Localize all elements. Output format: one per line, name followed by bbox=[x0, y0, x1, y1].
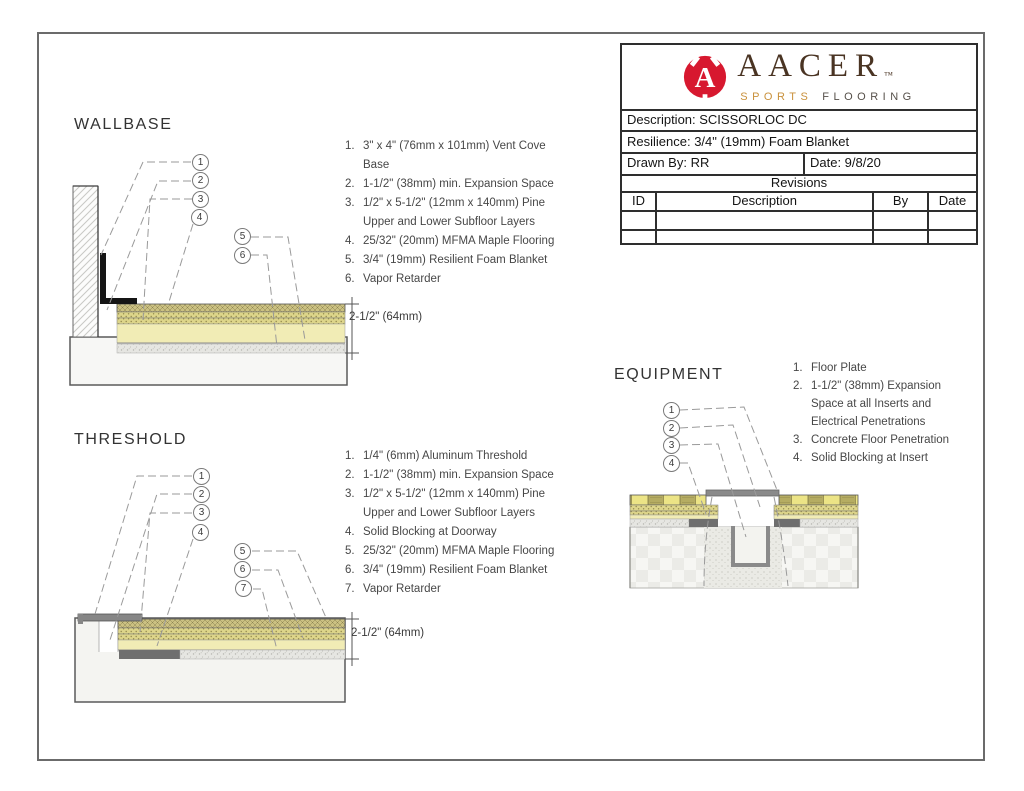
wallbase-callout-1: 1 bbox=[192, 154, 209, 171]
col-by: By bbox=[872, 193, 927, 210]
empty-cell bbox=[872, 231, 927, 243]
wallbase-callout-6: 6 bbox=[234, 247, 251, 264]
note-item bbox=[345, 232, 571, 251]
note-item bbox=[345, 251, 571, 270]
equipment-callout-1: 1 bbox=[663, 402, 680, 419]
note-text: 1/2" x 5-1/2" (12mm x 140mm) Pine Upper and Lower Subfloor Layers bbox=[363, 197, 546, 228]
threshold-callout-4: 4 bbox=[192, 524, 209, 541]
brand-subtitle bbox=[740, 91, 915, 103]
note-number: 2. bbox=[345, 178, 355, 190]
note-text: 25/32" (20mm) MFMA Maple Flooring bbox=[363, 545, 555, 557]
note-text: Vapor Retarder bbox=[363, 583, 441, 595]
note-number: 4. bbox=[345, 526, 355, 538]
note-item bbox=[345, 561, 571, 580]
empty-cell bbox=[622, 231, 655, 243]
equipment-callout-2: 2 bbox=[663, 420, 680, 437]
note-item bbox=[345, 485, 571, 523]
revision-row-1 bbox=[622, 210, 976, 229]
col-date: Date bbox=[927, 193, 976, 210]
wallbase-callout-2: 2 bbox=[192, 172, 209, 189]
revision-row-2 bbox=[622, 229, 976, 243]
empty-cell bbox=[927, 231, 976, 243]
logo-row bbox=[622, 45, 976, 109]
note-number: 5. bbox=[345, 545, 355, 557]
note-item bbox=[793, 359, 961, 377]
note-item bbox=[793, 449, 961, 467]
wallbase-dimension-label: 2-1/2" (64mm) bbox=[349, 311, 423, 323]
note-text: 1/4" (6mm) Aluminum Threshold bbox=[363, 450, 528, 462]
threshold-callout-1: 1 bbox=[193, 468, 210, 485]
note-text: 3" x 4" (76mm x 101mm) Vent Cove Base bbox=[363, 140, 546, 171]
note-number: 5. bbox=[345, 254, 355, 266]
note-item bbox=[345, 137, 571, 175]
note-text: 1-1/2" (38mm) min. Expansion Space bbox=[363, 469, 554, 481]
threshold-title: THRESHOLD bbox=[74, 431, 188, 448]
threshold-callout-5: 5 bbox=[234, 543, 251, 560]
note-item bbox=[345, 447, 571, 466]
aacer-logo-icon bbox=[682, 54, 728, 100]
equipment-callout-4: 4 bbox=[663, 455, 680, 472]
note-text: 1-1/2" (38mm) Expansion Space at all Inserts and Electrical Penetrations bbox=[811, 380, 941, 428]
brand-name bbox=[737, 48, 915, 90]
note-number: 3. bbox=[345, 488, 355, 500]
threshold-callout-6: 6 bbox=[234, 561, 251, 578]
note-text: Concrete Floor Penetration bbox=[811, 434, 950, 446]
note-item bbox=[345, 194, 571, 232]
note-text: 1-1/2" (38mm) min. Expansion Space bbox=[363, 178, 554, 190]
col-description: Description bbox=[655, 193, 872, 210]
brand-column bbox=[737, 48, 916, 103]
note-text: 1/2" x 5-1/2" (12mm x 140mm) Pine Upper and Lower Subfloor Layers bbox=[363, 488, 546, 519]
trademark-symbol: ™ bbox=[884, 70, 893, 80]
wallbase-callout-4: 4 bbox=[191, 209, 208, 226]
empty-cell bbox=[622, 212, 655, 229]
date-cell: Date: 9/8/20 bbox=[803, 154, 976, 174]
note-number: 7. bbox=[345, 583, 355, 595]
note-text: 3/4" (19mm) Resilient Foam Blanket bbox=[363, 564, 548, 576]
empty-cell bbox=[872, 212, 927, 229]
drawn-by-cell: Drawn By: RR bbox=[627, 155, 710, 170]
note-text: Vapor Retarder bbox=[363, 273, 441, 285]
note-number: 3. bbox=[345, 197, 355, 209]
threshold-callout-2: 2 bbox=[193, 486, 210, 503]
equipment-title: EQUIPMENT bbox=[614, 366, 724, 383]
note-number: 2. bbox=[345, 469, 355, 481]
note-item bbox=[793, 377, 961, 431]
note-number: 3. bbox=[793, 434, 803, 446]
title-block bbox=[620, 43, 978, 245]
note-text: Floor Plate bbox=[811, 362, 867, 374]
col-id: ID bbox=[632, 193, 645, 208]
brand-text: AACER bbox=[737, 48, 885, 84]
note-number: 1. bbox=[793, 362, 803, 374]
threshold-callout-3: 3 bbox=[193, 504, 210, 521]
revisions-column-headers bbox=[622, 191, 976, 210]
brand-sub-flooring: FLOORING bbox=[822, 91, 916, 103]
revisions-header: Revisions bbox=[622, 174, 976, 191]
note-number: 1. bbox=[345, 140, 355, 152]
note-item bbox=[345, 542, 571, 561]
note-item bbox=[345, 580, 571, 599]
note-number: 2. bbox=[793, 380, 803, 392]
threshold-callout-7: 7 bbox=[235, 580, 252, 597]
note-number: 6. bbox=[345, 564, 355, 576]
logo-letter: A bbox=[694, 62, 716, 95]
note-item bbox=[345, 466, 571, 485]
note-item bbox=[345, 175, 571, 194]
note-text: 25/32" (20mm) MFMA Maple Flooring bbox=[363, 235, 555, 247]
threshold-dimension-label: 2-1/2" (64mm) bbox=[351, 627, 425, 639]
description-row: Description: SCISSORLOC DC bbox=[622, 109, 976, 130]
threshold-notes bbox=[345, 447, 571, 599]
note-number: 4. bbox=[345, 235, 355, 247]
empty-cell bbox=[655, 212, 872, 229]
note-item bbox=[345, 523, 571, 542]
equipment-callout-3: 3 bbox=[663, 437, 680, 454]
note-item bbox=[345, 270, 571, 289]
note-text: Solid Blocking at Insert bbox=[811, 452, 928, 464]
resilience-row: Resilience: 3/4" (19mm) Foam Blanket bbox=[622, 130, 976, 152]
empty-cell bbox=[655, 231, 872, 243]
wallbase-callout-5: 5 bbox=[234, 228, 251, 245]
drawnby-date-row bbox=[622, 152, 976, 174]
brand-sub-sports: SPORTS bbox=[740, 91, 813, 103]
equipment-notes bbox=[793, 359, 961, 467]
wallbase-callout-3: 3 bbox=[192, 191, 209, 208]
note-number: 6. bbox=[345, 273, 355, 285]
wallbase-notes bbox=[345, 137, 571, 289]
note-number: 1. bbox=[345, 450, 355, 462]
note-text: 3/4" (19mm) Resilient Foam Blanket bbox=[363, 254, 548, 266]
note-item bbox=[793, 431, 961, 449]
empty-cell bbox=[927, 212, 976, 229]
note-text: Solid Blocking at Doorway bbox=[363, 526, 497, 538]
wallbase-title: WALLBASE bbox=[74, 116, 173, 133]
note-number: 4. bbox=[793, 452, 803, 464]
